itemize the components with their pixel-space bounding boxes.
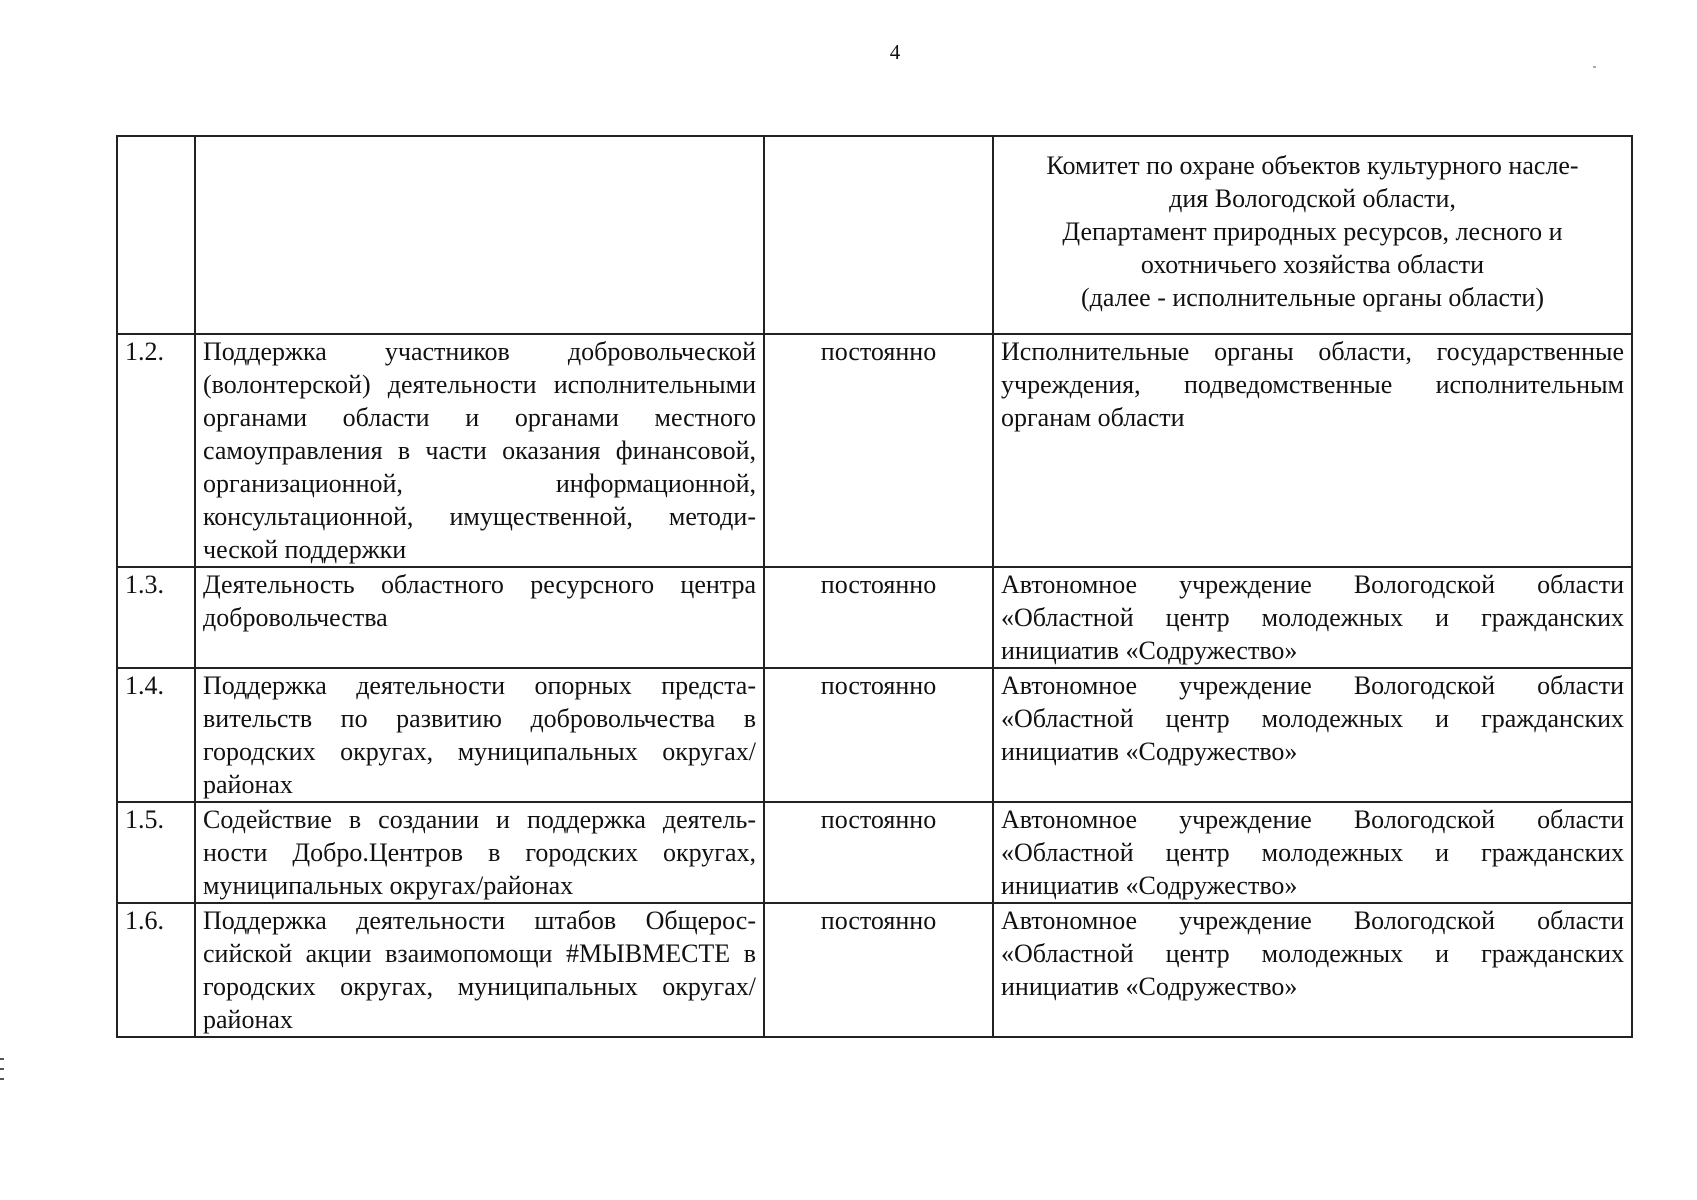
table-row xyxy=(117,903,1632,1037)
row-number: 1.2. xyxy=(117,334,195,567)
num-cell xyxy=(117,136,195,334)
executor-cell xyxy=(993,136,1632,334)
row-executor: Автономное учреждение Вологодской области «Областной центр молодежных и гражданских инициатив «Содружество» xyxy=(993,802,1632,903)
row-number: 1.5. xyxy=(117,802,195,903)
row-description: Поддержка участников добровольческой (волонтерской) деятельности исполнительными органами области и органами местного самоуправления в части оказания финансовой, организационной, информационной, консультационной, имущественной, методической поддержки xyxy=(195,334,764,567)
row-description: Поддержка деятельности опорных представительств по развитию добровольчества в городских округах, муниципальных округах/районах xyxy=(195,668,764,802)
page-number: 4 xyxy=(889,40,901,64)
table-row-continued xyxy=(117,136,1632,334)
scan-artifact xyxy=(1593,66,1596,68)
table-row xyxy=(117,668,1632,802)
row-term: постоянно xyxy=(764,802,993,903)
executor-line: (далее - исполнительные органы области) xyxy=(1080,283,1544,312)
term-cell xyxy=(764,136,993,334)
row-number: 1.4. xyxy=(117,668,195,802)
table-row xyxy=(117,567,1632,668)
row-number: 1.3. xyxy=(117,567,195,668)
row-description: Деятельность областного ресурсного центра добровольчества xyxy=(195,567,764,668)
executor-line: охотничьего хозяйства области xyxy=(1140,250,1485,279)
activity-plan-table xyxy=(116,135,1633,1038)
table-row xyxy=(117,802,1632,903)
row-term: постоянно xyxy=(764,903,993,1037)
row-executor: Исполнительные органы области, государственные учреждения, подведомственные исполнительным органам области xyxy=(993,334,1632,567)
executor-line: Департамент природных ресурсов, лесного и xyxy=(1062,217,1563,246)
row-term: постоянно xyxy=(764,334,993,567)
row-executor: Автономное учреждение Вологодской области «Областной центр молодежных и гражданских инициатив «Содружество» xyxy=(993,668,1632,802)
executor-line: дия Вологодской области, xyxy=(1169,184,1456,213)
row-term: постоянно xyxy=(764,668,993,802)
row-term: постоянно xyxy=(764,567,993,668)
row-description: Поддержка деятельности штабов Общероссийской акции взаимопомощи #МЫВМЕСТЕ в городских округах, муниципальных округах/районах xyxy=(195,903,764,1037)
binding-marks xyxy=(0,1058,4,1094)
row-number: 1.6. xyxy=(117,903,195,1037)
executor-line: Комитет по охране объектов культурного насле- xyxy=(1046,151,1579,180)
row-executor: Автономное учреждение Вологодской области «Областной центр молодежных и гражданских инициатив «Содружество» xyxy=(993,567,1632,668)
table-row xyxy=(117,334,1632,567)
description-cell xyxy=(195,136,764,334)
row-executor: Автономное учреждение Вологодской области «Областной центр молодежных и гражданских инициатив «Содружество» xyxy=(993,903,1632,1037)
row-description: Содействие в создании и поддержка деятельности Добро.Центров в городских округах, муниципальных округах/районах xyxy=(195,802,764,903)
